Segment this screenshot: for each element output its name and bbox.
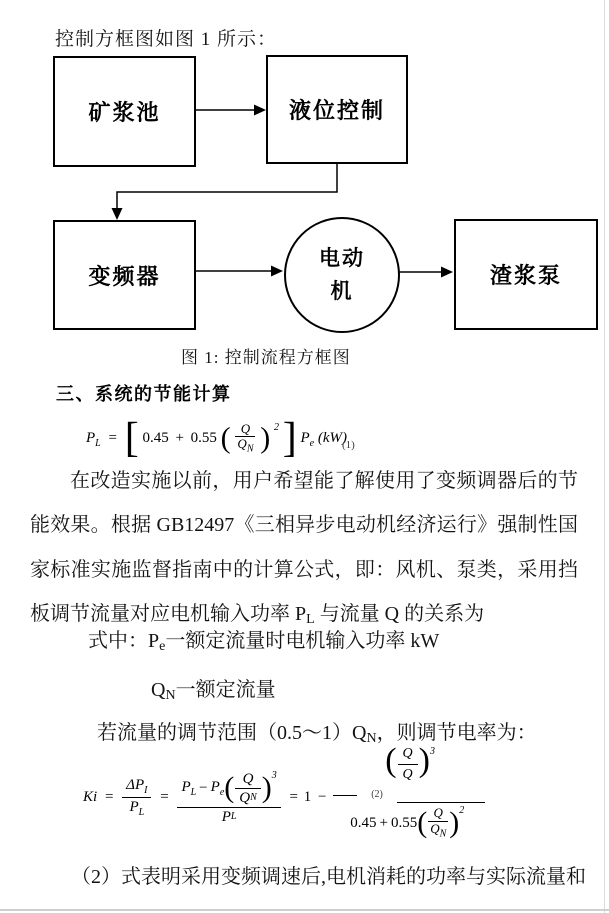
section-heading: 三、系统的节能计算: [56, 384, 232, 404]
paragraph-line: 板调节流量对应电机输入功率 PL 与流量 Q 的关系为: [30, 603, 485, 627]
f1-PL: $P_L$: [86, 430, 101, 449]
f2-Ki: Ki: [83, 789, 98, 805]
flow-circle-motor: [284, 217, 400, 333]
where-line-range: 若流量的调节范围（0.5～1）QN，则调节电率为：: [97, 722, 537, 746]
arrow-right-icon: [271, 266, 283, 277]
f2-equals: =: [160, 789, 169, 805]
flow-box-level-control: [266, 55, 408, 164]
paragraph-line: 能效果。根据 GB12497《三相异步电动机经济运行》强制性国: [30, 514, 578, 536]
flow-circle-label-line1: 电动: [319, 246, 365, 271]
page-edge-right: [604, 0, 605, 913]
f1-paren-open: (: [220, 421, 231, 455]
f1-equals: =: [108, 430, 117, 446]
where-line-Pe: 式中：Pe一额定流量时电机输入功率 kW: [88, 630, 440, 654]
flow-box-label: 矿浆池: [88, 100, 161, 125]
f1-coef1: 0.45: [142, 430, 169, 446]
closing-line: （2）式表明采用变频调速后,电机消耗的功率与实际流量和: [71, 866, 586, 888]
f2-one: 1: [303, 789, 312, 805]
flow-box-label: 渣浆泵: [489, 263, 562, 288]
flow-box-pulp-pool: [53, 56, 196, 167]
fraction-bar-segment: [333, 795, 357, 796]
f1-unit: (kW): [317, 430, 348, 446]
paragraph-line: 家标准实施监督指南中的计算公式，即：风机、泵类，采用挡: [30, 559, 578, 581]
f2-fraction-dP-PL: $\Delta P_I$ $P_L$: [122, 776, 151, 820]
f2-minus: −: [318, 789, 327, 805]
f2-clipped-numerator: ( Q Q ) 3: [385, 743, 435, 782]
flow-elbow-level-to-inverter: [117, 160, 337, 210]
f1-plus: +: [175, 430, 184, 446]
f2-equals: =: [104, 789, 114, 805]
figure-caption: 图 1: 控制流程方框图: [181, 348, 351, 367]
f2-denominator: 0.45 + 0.55 ( Q $Q_N$ ) 2: [350, 804, 465, 840]
f1-paren-close: ): [260, 421, 271, 455]
formula-2: [83, 741, 501, 853]
where-line-QN: QN一额定流量: [151, 679, 276, 703]
intro-line: 控制方框图如图 1 所示：: [55, 29, 278, 50]
f1-Pe: $P_e$: [300, 430, 315, 449]
f2-big-fraction: $P_L$ − $P_e$ ( Q Q N ) 3 P L: [177, 770, 280, 826]
f1-bracket-close: ]: [282, 415, 297, 462]
f2-equals: =: [289, 789, 298, 805]
arrow-right-icon: [254, 105, 266, 116]
flow-box-inverter: [53, 220, 196, 330]
f1-bracket-open: [: [124, 415, 139, 462]
formula-1: [86, 414, 347, 462]
equation-number-1: (1): [342, 439, 355, 451]
f2-clipped-term: [333, 742, 501, 854]
f1-exponent: 2: [273, 422, 279, 433]
flow-box-label: 液位控制: [288, 98, 385, 123]
paragraph-line: 在改造实施以前，用户希望能了解使用了变频调器后的节: [70, 470, 578, 492]
f1-fraction-Q-QN: $\frac{Q}{Q_N}$: [237, 420, 254, 456]
f1-coef2: 0.55: [190, 430, 217, 446]
flow-circle-label-line2: 机: [330, 279, 354, 303]
equation-number-2: (2): [371, 788, 383, 800]
fraction-bar-segment: [397, 802, 485, 803]
arrow-down-icon: [112, 208, 123, 220]
arrow-right-icon: [441, 267, 453, 278]
flow-box-label: 变频器: [88, 263, 161, 289]
page-edge-bottom: [0, 909, 609, 911]
flow-box-slurry-pump: [454, 219, 598, 330]
